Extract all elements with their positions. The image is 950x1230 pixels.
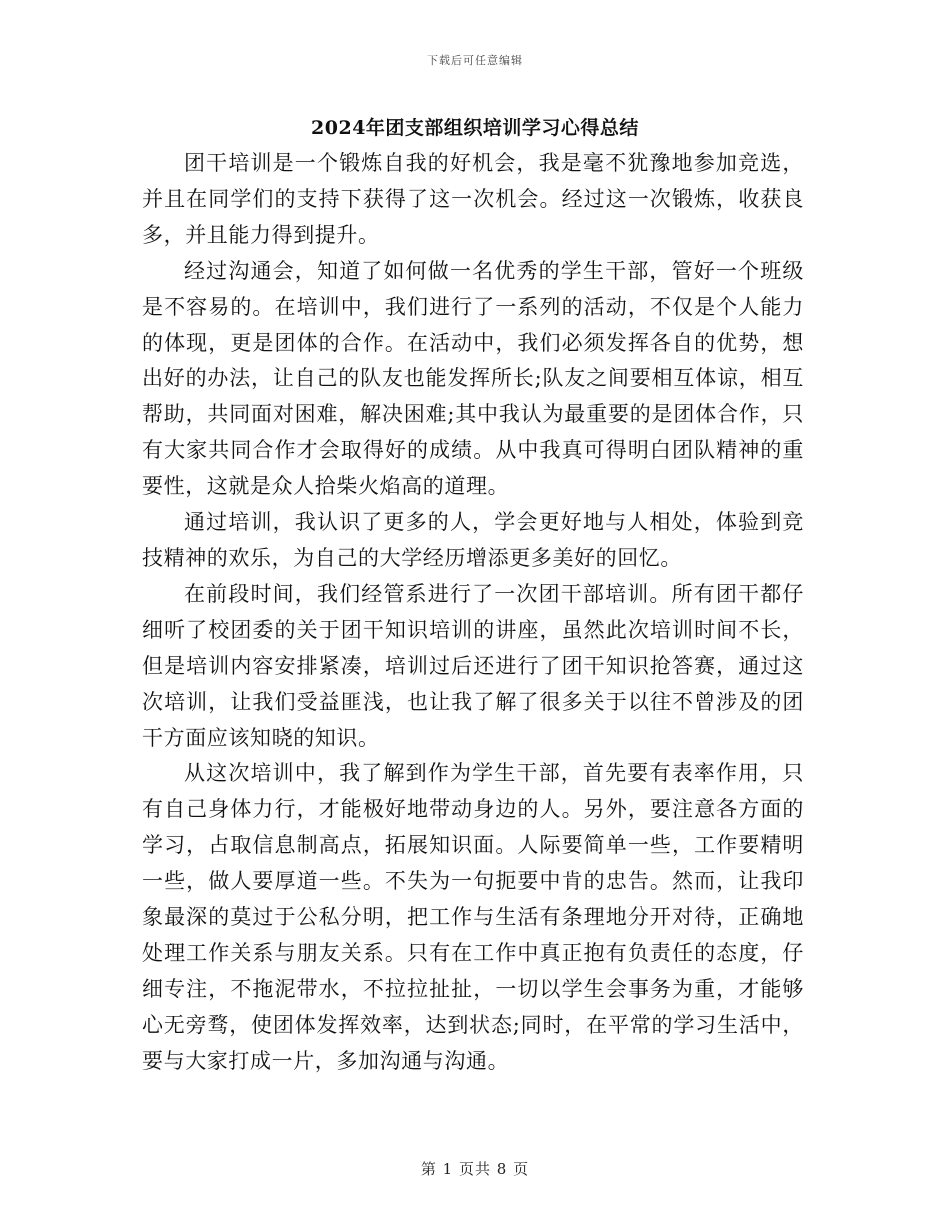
body-paragraph-4: 在前段时间，我们经管系进行了一次团干部培训。所有团干都仔细听了校团委的关于团干知识培训的讲座，虽然此次培训时间不长，但是培训内容安排紧凑，培训过后还进行了团干知识抢答赛，通过这次培训，让我们受益匪浅，也让我了解了很多关于以往不曾涉及的团干方面应该知晓的知识。 <box>142 581 804 750</box>
body-paragraph-2: 经过沟通会，知道了如何做一名优秀的学生干部，管好一个班级是不容易的。在培训中，我们进行了一系列的活动，不仅是个人能力的体现，更是团体的合作。在活动中，我们必须发挥各自的优势，想出好的办法，让自己的队友也能发挥所长;队友之间要相互体谅，相互帮助，共同面对困难，解决困难;其中我认为最重要的是团体合作，只有大家共同合作才会取得好的成绩。从中我真可得明白团队精神的重要性，这就是众人拾柴火焰高的道理。 <box>142 258 804 499</box>
body-paragraph-5: 从这次培训中，我了解到作为学生干部，首先要有表率作用，只有自己身体力行，才能极好地带动身边的人。另外，要注意各方面的学习，占取信息制高点，拓展知识面。人际要简单一些，工作要精明一些，做人要厚道一些。不失为一句扼要中肯的忠告。然而，让我印象最深的莫过于公私分明，把工作与生活有条理地分开对待，正确地处理工作关系与朋友关系。只有在工作中真正抱有负责任的态度，仔细专注，不拖泥带水，不拉拉扯扯，一切以学生会事务为重，才能够心无旁骛，使团体发挥效率，达到状态;同时，在平常的学习生活中，要与大家打成一片，多加沟通与沟通。 <box>142 761 804 1073</box>
body-paragraph-3: 通过培训，我认识了更多的人，学会更好地与人相处，体验到竞技精神的欢乐，为自己的大学经历增添更多美好的回忆。 <box>142 510 804 570</box>
body-paragraph-1: 团干培训是一个锻炼自我的好机会，我是毫不犹豫地参加竞选，并且在同学们的支持下获得了这一次机会。经过这一次锻炼，收获良多，并且能力得到提升。 <box>142 151 804 247</box>
document-body <box>142 146 804 1080</box>
page-number-footer: 第 1 页共 8 页 <box>420 1160 530 1178</box>
page-header-note: 下载后可任意编辑 <box>427 54 523 67</box>
document-title: 2024年团支部组织培训学习心得总结 <box>311 117 639 139</box>
